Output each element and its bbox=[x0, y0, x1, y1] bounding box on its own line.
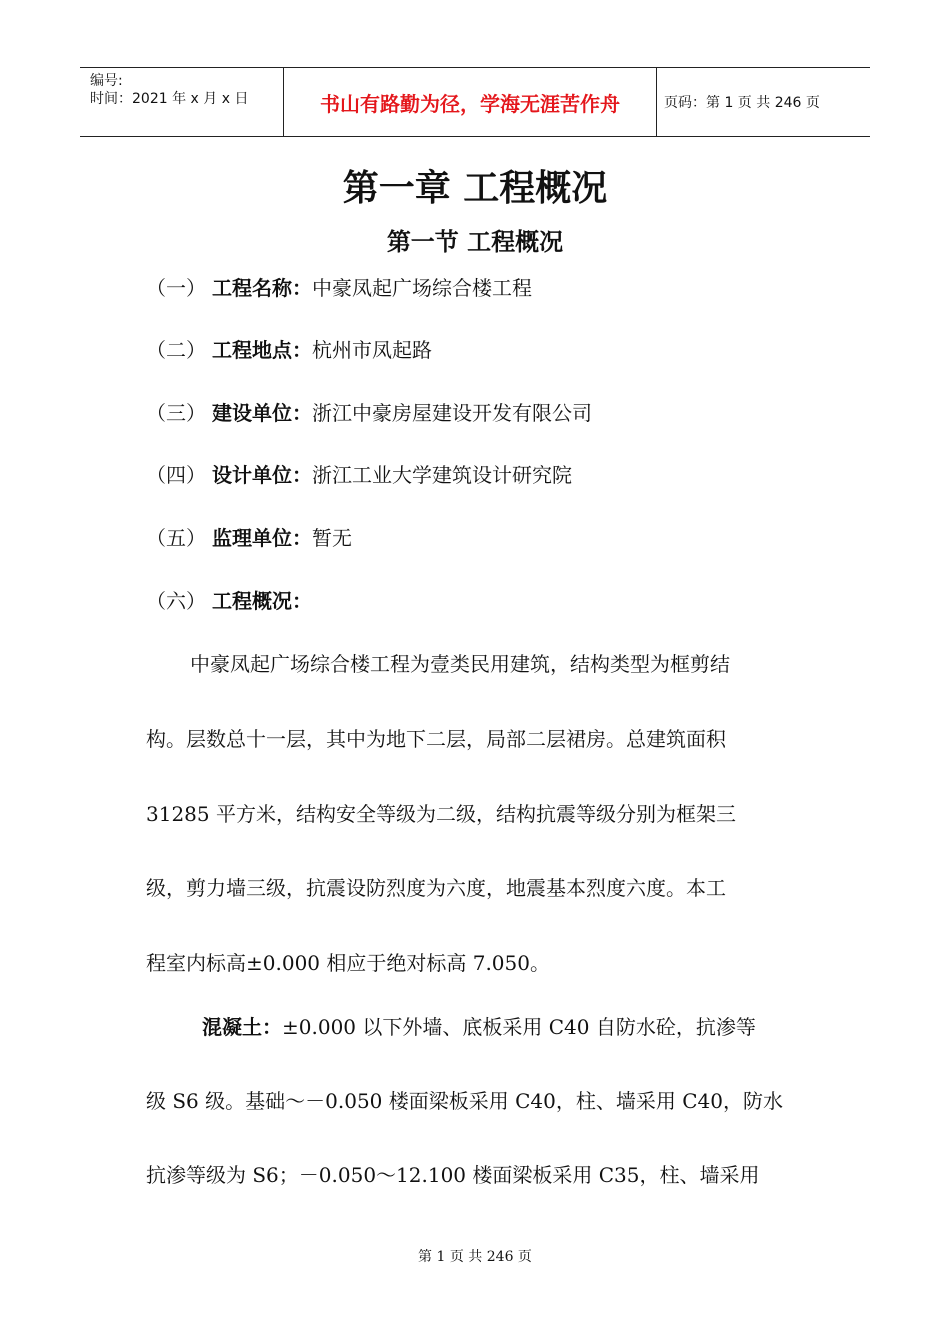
item-number: （二） bbox=[146, 338, 206, 362]
item-construction-unit bbox=[146, 397, 592, 426]
motto: 书山有路勤为径，学海无涯苦作舟 bbox=[283, 68, 657, 136]
item-number: （一） bbox=[146, 276, 206, 300]
concrete-text: ±0.000 以下外墙、底板采用 C40 自防水砼，抗渗等 bbox=[282, 1015, 756, 1039]
item-value: 浙江工业大学建筑设计研究院 bbox=[312, 463, 572, 487]
item-label: 工程概况： bbox=[212, 589, 312, 613]
item-label: 设计单位： bbox=[212, 463, 312, 487]
item-label: 工程名称： bbox=[212, 276, 312, 300]
item-supervision-unit bbox=[146, 522, 352, 551]
serial-label: 编号: bbox=[90, 73, 123, 89]
item-label: 建设单位： bbox=[212, 401, 312, 425]
page-footer: 第 1 页 共 246 页 bbox=[418, 1249, 532, 1265]
overview-line: 中豪凤起广场综合楼工程为壹类民用建筑，结构类型为框剪结 bbox=[190, 652, 730, 676]
item-label: 工程地点： bbox=[212, 338, 312, 362]
item-value: 中豪凤起广场综合楼工程 bbox=[312, 276, 532, 300]
item-project-name bbox=[146, 272, 532, 301]
item-number: （五） bbox=[146, 526, 206, 550]
chapter-title: 第一章 工程概况 bbox=[342, 167, 608, 209]
concrete-label: 混凝土： bbox=[202, 1015, 282, 1039]
header-meta-cell bbox=[80, 68, 283, 136]
concrete-line: 抗渗等级为 S6；－0.050～12.100 楼面梁板采用 C35，柱、墙采用 bbox=[146, 1163, 760, 1187]
overview-line: 构。层数总十一层，其中为地下二层，局部二层裙房。总建筑面积 bbox=[146, 727, 726, 751]
item-project-location bbox=[146, 334, 432, 363]
section-title: 第一节 工程概况 bbox=[386, 228, 564, 256]
page-info: 页码：第 1 页 共 246 页 bbox=[664, 95, 820, 111]
overview-line: 31285 平方米，结构安全等级为二级，结构抗震等级分别为框架三 bbox=[146, 802, 736, 826]
concrete-line bbox=[202, 1011, 862, 1040]
overview-line: 程室内标高±0.000 相应于绝对标高 7.050。 bbox=[146, 951, 550, 975]
concrete-line: 级 S6 级。基础～－0.050 楼面梁板采用 C40，柱、墙采用 C40，防水 bbox=[146, 1089, 783, 1113]
item-number: （三） bbox=[146, 401, 206, 425]
item-value: 杭州市凤起路 bbox=[312, 338, 432, 362]
item-design-unit bbox=[146, 459, 572, 488]
overview-line: 级，剪力墙三级，抗震设防烈度为六度，地震基本烈度六度。本工 bbox=[146, 876, 726, 900]
time-label: 时间：2021 年 x 月 x 日 bbox=[90, 91, 249, 107]
item-number: （六） bbox=[146, 589, 206, 613]
item-value: 浙江中豪房屋建设开发有限公司 bbox=[312, 401, 592, 425]
item-value: 暂无 bbox=[312, 526, 352, 550]
item-project-overview bbox=[146, 585, 312, 614]
item-number: （四） bbox=[146, 463, 206, 487]
header-table bbox=[80, 67, 870, 137]
item-label: 监理单位： bbox=[212, 526, 312, 550]
